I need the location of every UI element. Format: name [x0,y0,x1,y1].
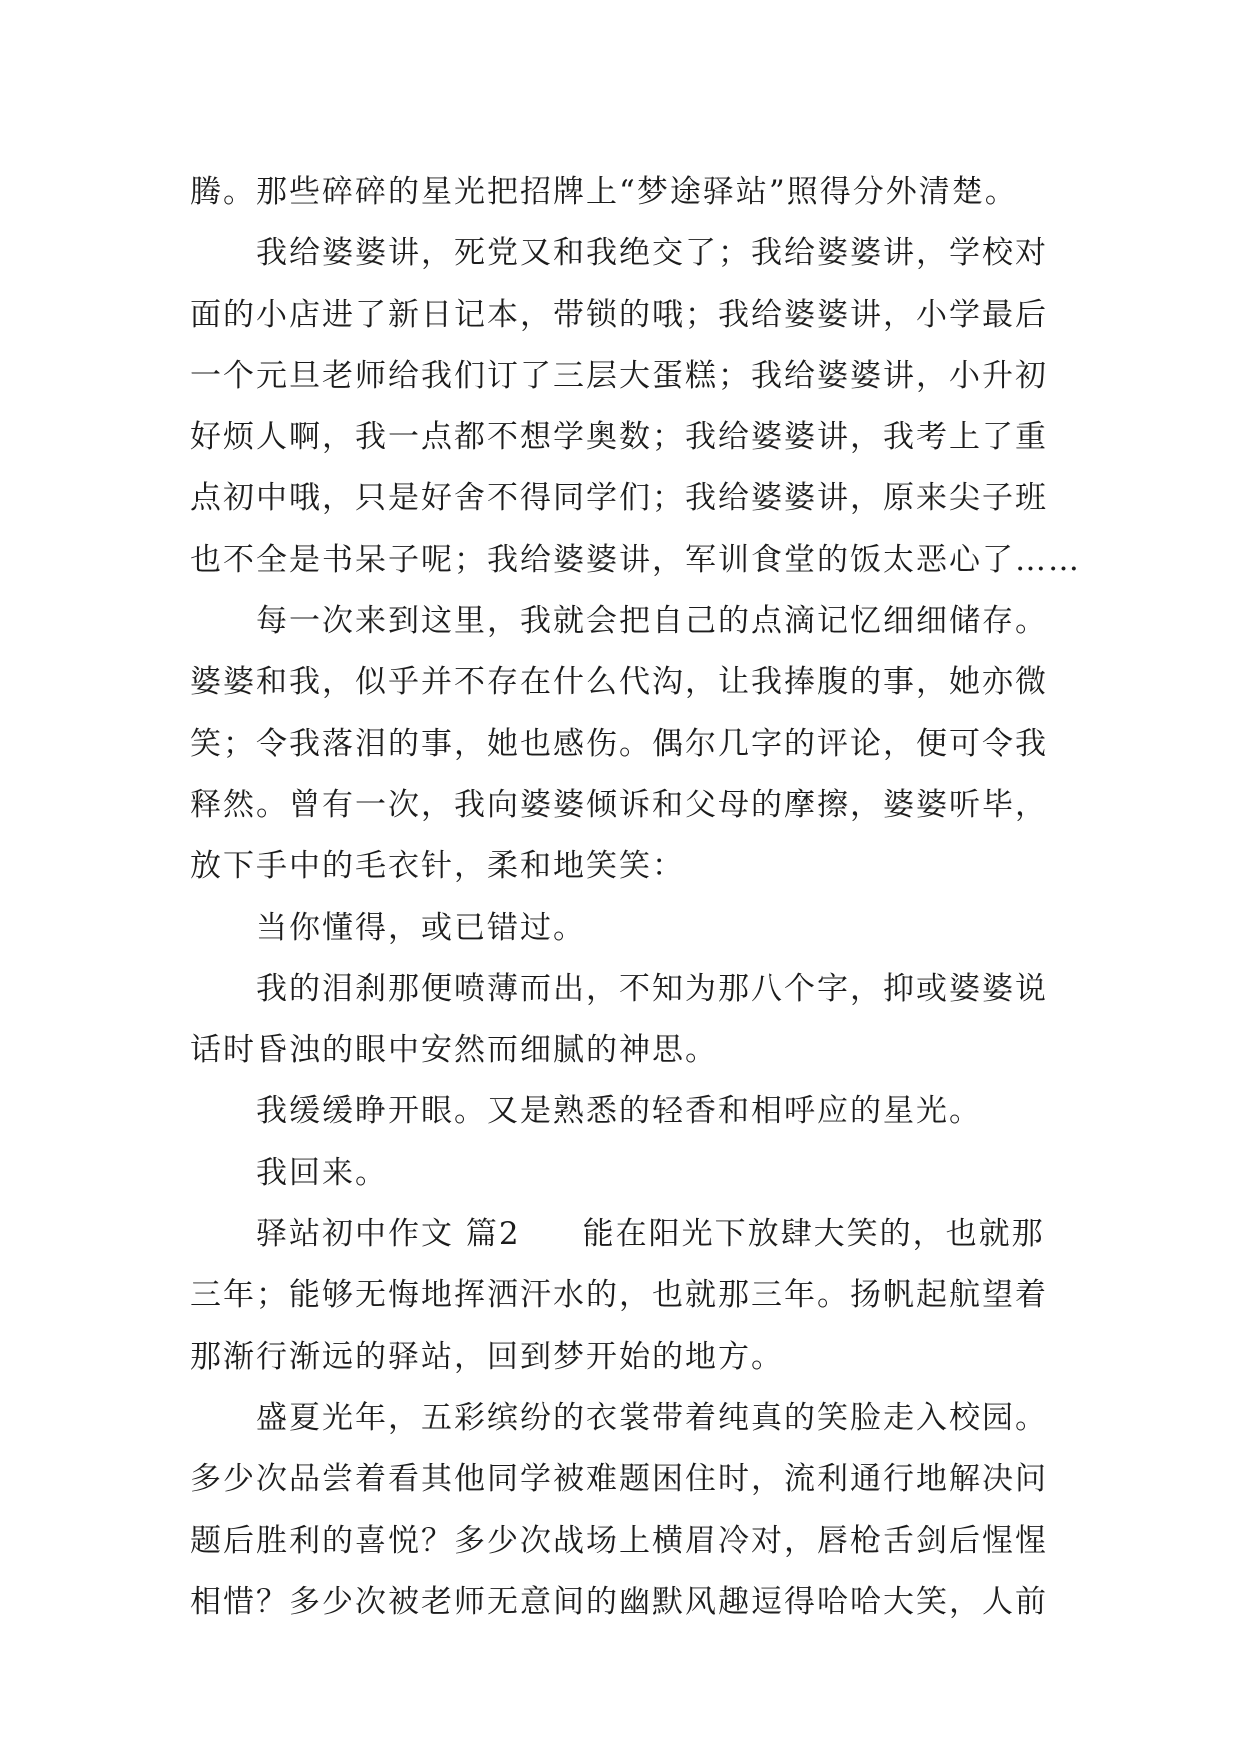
text-line: 我的泪刹那便喷薄而出，不知为那八个字，抑或婆婆说 [256,970,1048,1007]
section-heading-line [190,1204,1070,1265]
document-body [190,162,1081,1633]
text-line: 腾。那些碎碎的星光把招牌上“梦途驿站”照得分外清楚。 [190,174,1018,210]
text-line: 一个元旦老师给我们订了三层大蛋糕；我给婆婆讲，小升初 [190,357,1048,394]
text-line: 放下手中的毛衣针，柔和地笑笑： [190,848,685,885]
text-line: 点初中哦，只是好舍不得同学们；我给婆婆讲，原来尖子班 [190,480,1048,517]
text-line: 我回来。 [256,1154,388,1191]
text-line: 那渐行渐远的驿站，回到梦开始的地方。 [190,1338,784,1375]
text-line: 多少次品尝着看其他同学被难题困住时，流利通行地解决问 [190,1461,1048,1498]
text-line: 面的小店进了新日记本，带锁的哦；我给婆婆讲，小学最后 [190,296,1048,333]
text-line: 题后胜利的喜悦？多少次战场上横眉冷对，唇枪舌剑后惺惺 [190,1522,1048,1559]
text-line: 好烦人啊，我一点都不想学奥数；我给婆婆讲，我考上了重 [190,419,1048,456]
section-heading: 驿站初中作文 篇2 [256,1216,521,1253]
text-line: 释然。曾有一次，我向婆婆倾诉和父母的摩擦，婆婆听毕， [190,786,1048,823]
text-line: 盛夏光年，五彩缤纷的衣裳带着纯真的笑脸走入校园。 [256,1399,1048,1436]
text-line: 笑；令我落泪的事，她也感伤。偶尔几字的评论，便可令我 [190,725,1048,762]
text-line: 话时昏浊的眼中安然而细腻的神思。 [190,1032,718,1069]
text-line: 当你懂得，或已错过。 [256,909,586,946]
text-line: 我给婆婆讲，死党又和我绝交了；我给婆婆讲，学校对 [256,235,1048,272]
text-line: 我缓缓睁开眼。又是熟悉的轻香和相呼应的星光。 [256,1093,982,1130]
text-line: 三年；能够无悔地挥洒汗水的，也就那三年。扬帆起航望着 [190,1277,1048,1314]
text-line: 每一次来到这里，我就会把自己的点滴记忆细细储存。 [256,603,1048,640]
text-line: 也不全是书呆子呢；我给婆婆讲，军训食堂的饭太恶心了…… [190,541,1081,578]
text-line: 婆婆和我，似乎并不存在什么代沟，让我捧腹的事，她亦微 [190,664,1048,701]
text-line: 相惜？多少次被老师无意间的幽默风趣逗得哈哈大笑，人前 [190,1583,1048,1620]
section-first-line: 能在阳光下放肆大笑的，也就那 [582,1216,1045,1253]
